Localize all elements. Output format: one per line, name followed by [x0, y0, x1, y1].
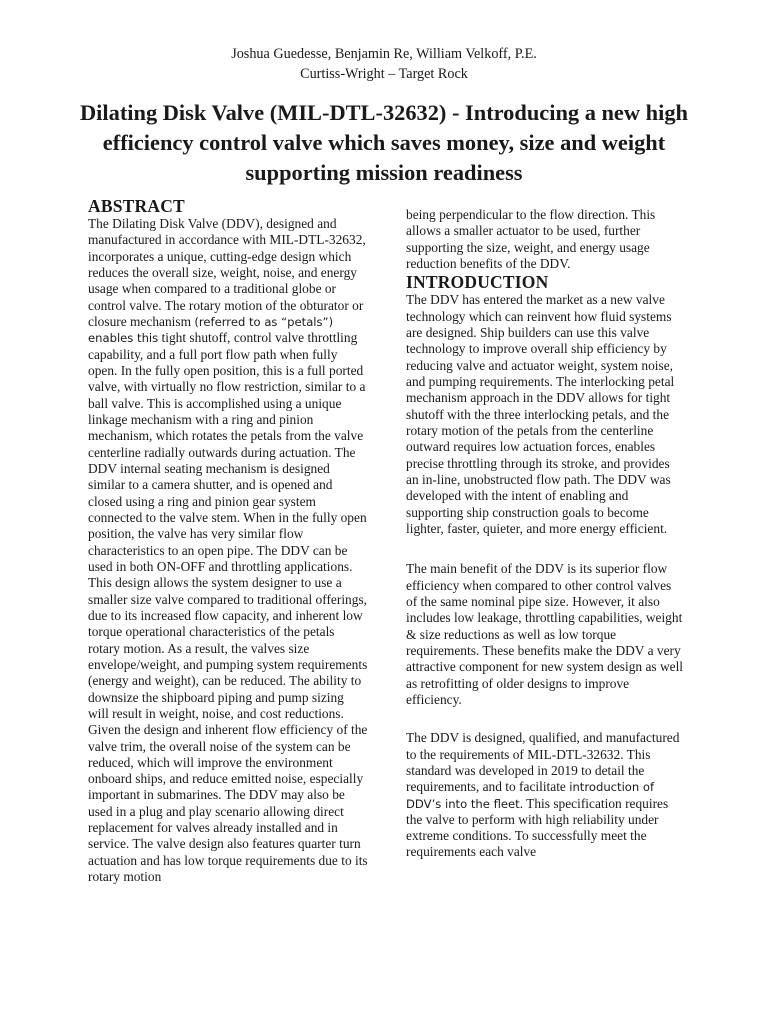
paper-title: Dilating Disk Valve (MIL-DTL-32632) - Introducing a new high efficiency control valve which saves money, size and weight supporting mission readiness — [80, 100, 688, 185]
abstract-continuation: being perpendicular to the flow direction. This allows a smaller actuator to be used, further supporting the size, weight, and energy usage reduction benefits of the DDV. — [406, 207, 656, 271]
left-column — [88, 196, 368, 885]
abstract-text-part3: tight shutoff, control valve throttling capability, and a full port flow path when fully open. In the fully open position, this is a full ported valve, with virtually no flow restriction, similar to a ball valve. This is accomplished using a unique linkage mechanism with a ring and pinion mechanism, which rotates the petals from the valve centerline radially outwards during actuation. The DDV internal seating mechanism is designed similar to a camera shutter, and is opened and closed using a ring and pinion gear system connected to the valve stem. When in the fully open position, the valve has very similar flow characteristics to an open pipe. The DDV can be used in both ON-OFF and throttling applications. This design allows the system designer to use a smaller size valve compared to traditional offerings, due to its increased flow capacity, and inherent low torque operational characteristics of the petals rotary motion. As a result, the valves size envelope/weight, and pumping system requirements (energy and weight), can be reduced. The ability to downsize the shipboard piping and pump sizing will result in weight, noise, and cost reductions. Given the design and inherent flow efficiency of the valve trim, the overall noise of the system can be reduced, which will improve the environment onboard ships, and reduce emitted noise, especially important in submarines. The DDV may also be used in a plug and play scenario allowing direct replacement for valves already installed and in service. The valve design also features quarter turn actuation and has low torque requirements due to its rotary motion — [88, 330, 368, 885]
introduction-paragraph-2: The main benefit of the DDV is its superior flow efficiency when compared to other control valves of the same nominal pipe size. However, it also includes low leakage, throttling capabilities, weight & size reductions as well as low torque requirements. These benefits make the DDV a very attractive component for new system design as well as retrofitting of older designs to improve efficiency. — [406, 561, 684, 707]
abstract-text-part2: (referred to as “petals”) enables this — [88, 314, 334, 346]
introduction-paragraph-3 — [406, 730, 684, 861]
introduction-heading: INTRODUCTION — [406, 272, 549, 293]
introduction-paragraph-3-part1: The DDV is designed, qualified, and manufactured to the requirements of MIL-DTL-32632. This standard was developed in 2019 to detail the requirements, and to facilitate — [406, 730, 680, 795]
introduction-paragraph-3-part3: . This specification requires the valve to perform with high reliability under extreme conditions. To successfully meet the requirements each valve — [406, 795, 669, 860]
author-names: Joshua Guedesse, Benjamin Re, William Velkoff, P.E. — [231, 46, 537, 62]
introduction-paragraph-3-part2: introduction of DDV’s into the fleet — [406, 780, 655, 811]
author-block — [0, 44, 768, 84]
author-affiliation: Curtiss-Wright – Target Rock — [300, 66, 468, 82]
abstract-heading: ABSTRACT — [88, 196, 185, 216]
introduction-paragraph-1: The DDV has entered the market as a new valve technology which can reinvent how fluid systems are designed. Ship builders can use this valve technology to improve overall ship efficiency by reducing valve and actuator weight, system noise, and pumping requirements. The interlocking petal mechanism approach in the DDV allows for tight shutoff with the three interlocking petals, and the rotary motion of the petals from the centerline outward requires low actuation forces, enables precise throttling through its stroke, and provides an in-line, unobstructed flow path. The DDV was developed with the intent of enabling and supporting ship construction goals to become lighter, faster, quieter, and more energy efficient. — [406, 292, 675, 536]
abstract-paragraph — [88, 216, 368, 885]
right-column — [406, 207, 684, 861]
abstract-text-part1: The Dilating Disk Valve (DDV), designed and manufactured in accordance with MIL-DTL-32632, incorporates a unique, cutting-edge design which reduces the overall size, weight, noise, and energy usage when compared to a traditional globe or control valve. The rotary motion of the obturator or closure mechanism — [88, 216, 366, 329]
